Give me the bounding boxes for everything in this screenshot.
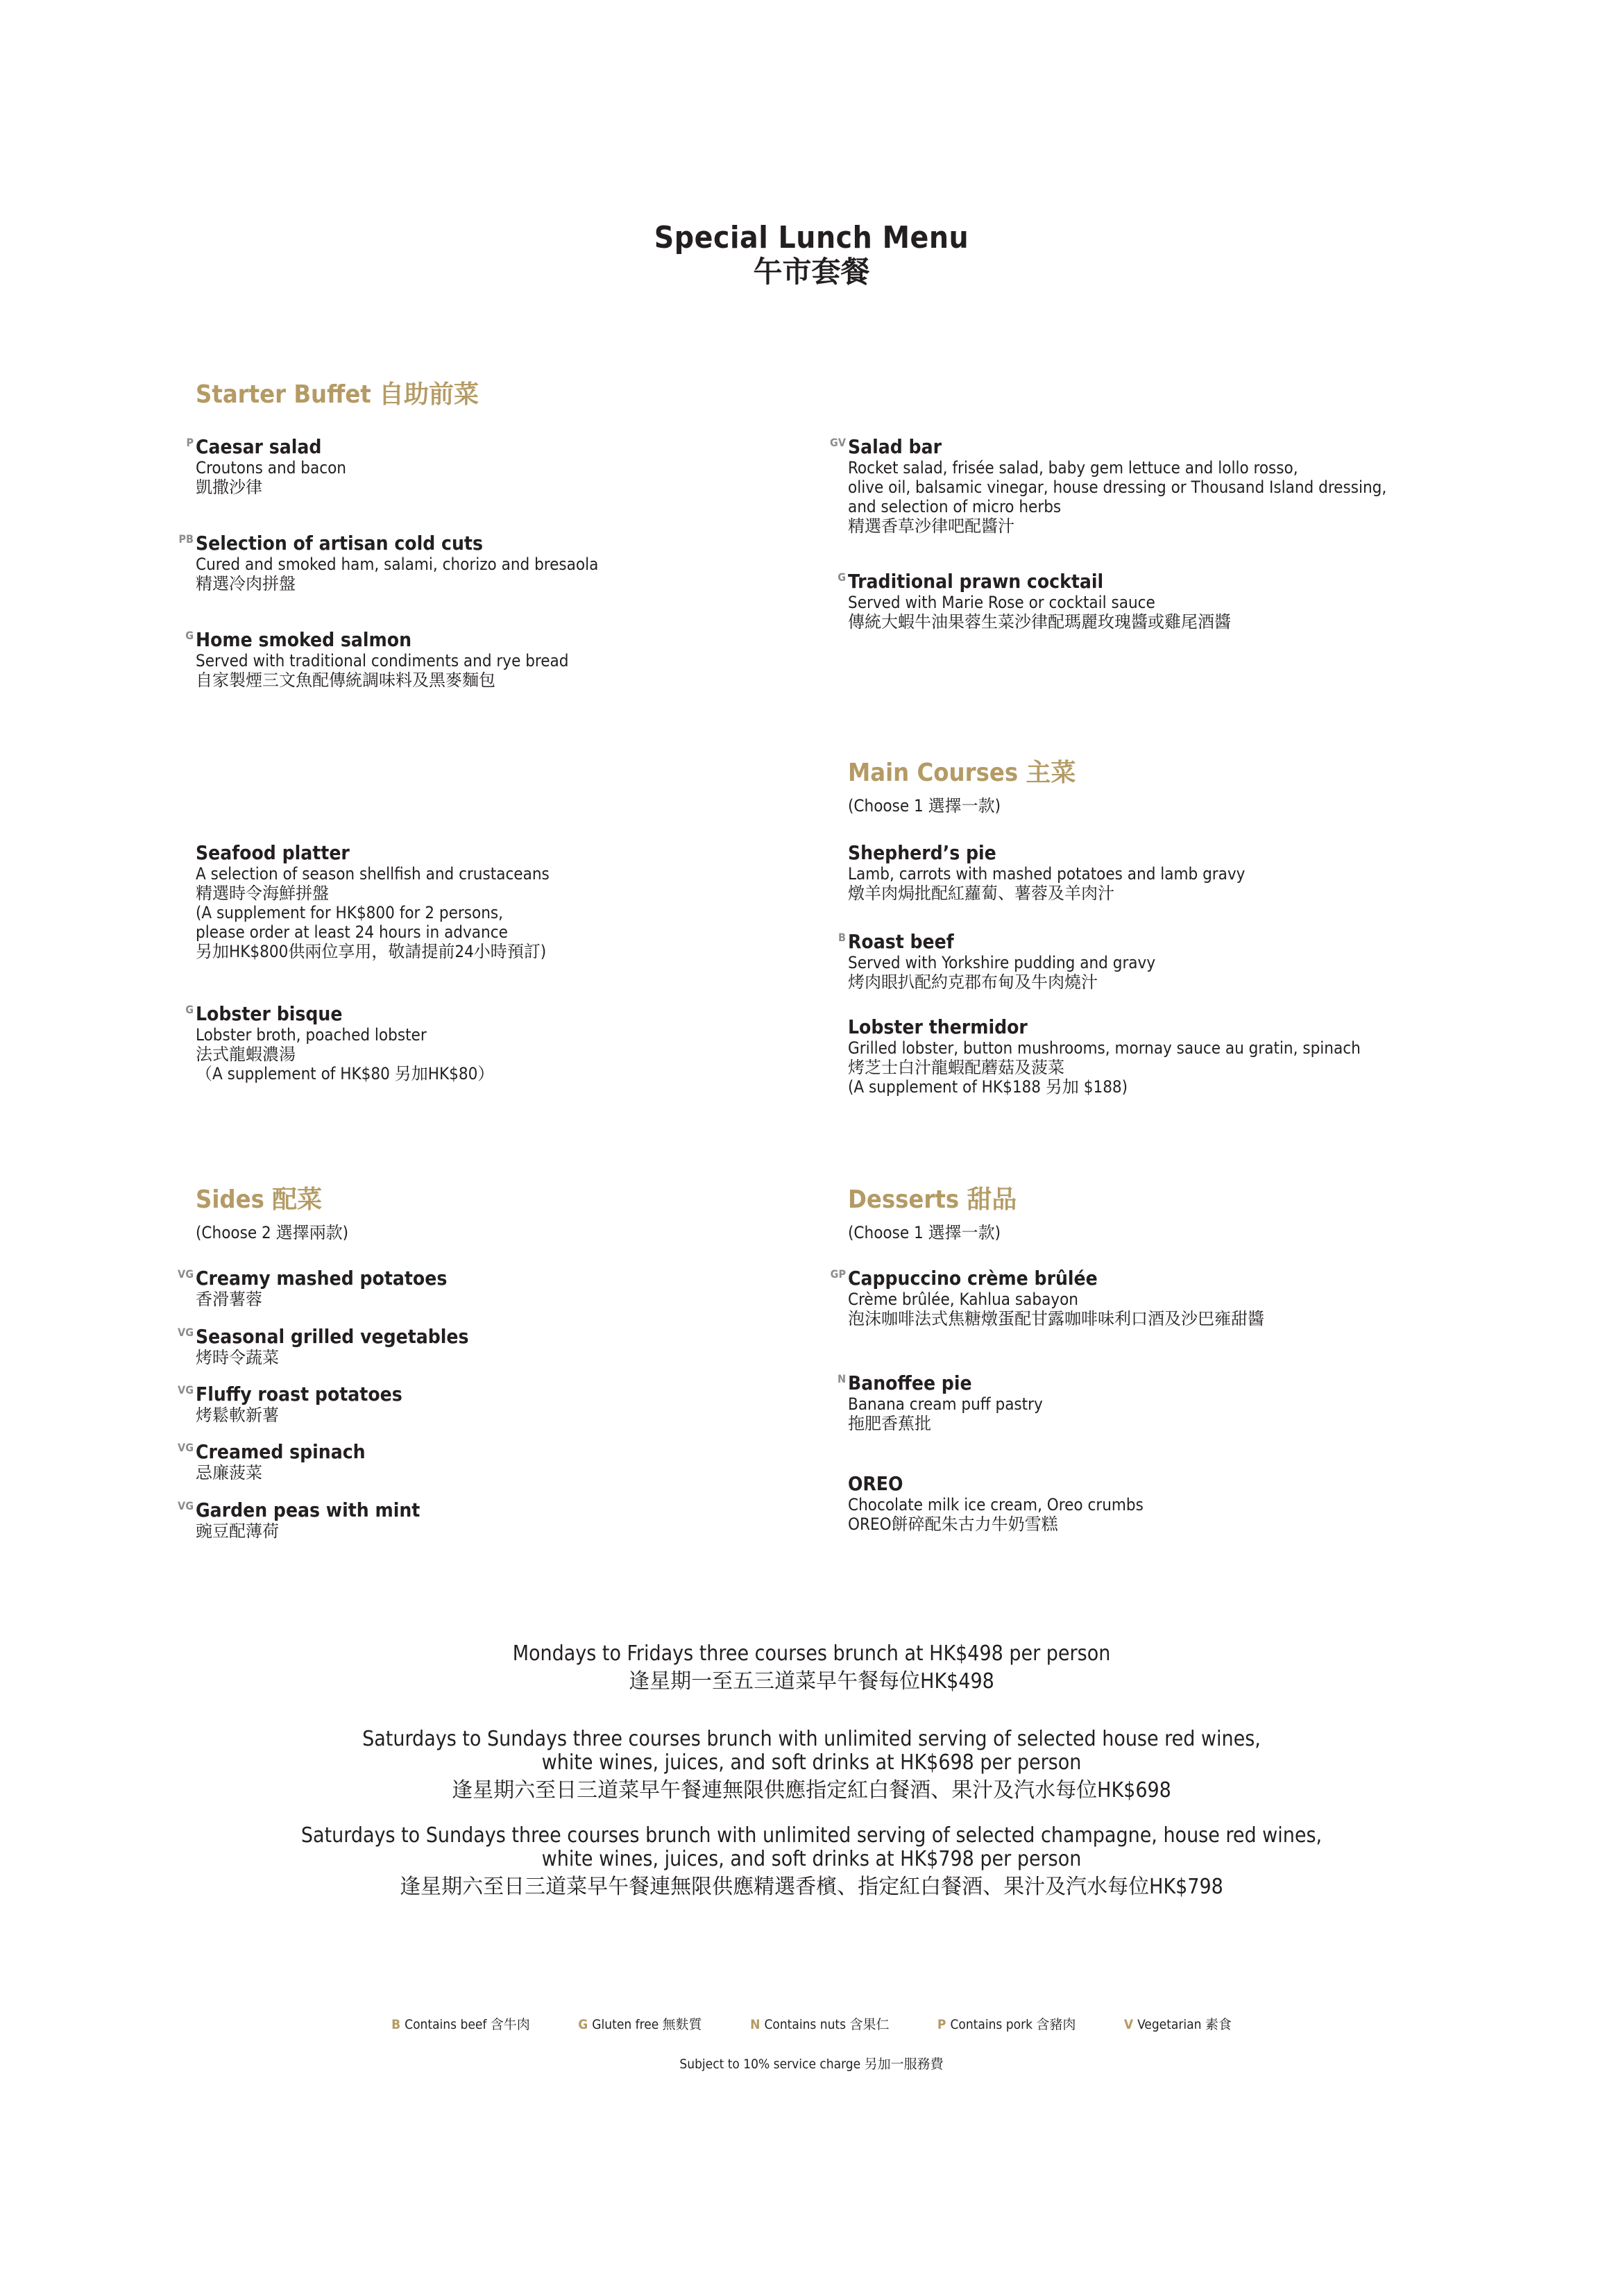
item-description: Crème brûlée, Kahlua sabayon 泡沫咖啡法式焦糖燉蛋配甘露咖啡味利口酒及沙巴雍甜醬 [848, 1290, 1264, 1328]
legend-text: Contains pork 含豬肉 [950, 2017, 1076, 2032]
menu-item-seafood-platter [196, 842, 876, 961]
menu-title-block [0, 221, 1623, 289]
item-name: Seafood platter [196, 841, 350, 864]
legend-code: P [937, 2017, 946, 2032]
legend-item-gluten-free [578, 2016, 702, 2033]
legend-code: G [578, 2017, 588, 2032]
pricing-en: Saturdays to Sundays three courses brunch with unlimited serving of selected house red wines, white wines, juices, and soft drinks at HK$698 per person [362, 1727, 1261, 1775]
dietary-tag: VG [178, 1499, 194, 1512]
dietary-tag: P [186, 436, 194, 449]
menu-item-cold-cuts [178, 532, 876, 593]
service-charge-note: Subject to 10% service charge 另加一服務費 [679, 2057, 944, 2072]
dietary-tag: G [185, 1003, 194, 1016]
dietary-legend [0, 2016, 1623, 2033]
menu-item-mashed-potatoes [178, 1267, 876, 1309]
item-name: Garden peas with mint [196, 1499, 420, 1521]
item-name: Creamed spinach [196, 1440, 366, 1463]
page-subtitle: 午市套餐 [753, 255, 870, 289]
menu-item-oreo [848, 1473, 1528, 1534]
pricing-zh: 逢星期六至日三道菜早午餐連無限供應指定紅白餐酒、果汁及汽水每位HK$698 [452, 1778, 1171, 1803]
dietary-tag: VG [178, 1267, 194, 1281]
starter-heading: Starter Buffet 自助前菜 [196, 380, 479, 409]
item-description: 烤時令蔬菜 [196, 1348, 279, 1367]
dietary-tag: B [838, 931, 846, 944]
legend-item-beef [391, 2016, 530, 2033]
item-name: Fluffy roast potatoes [196, 1383, 402, 1406]
menu-item-caesar-salad [186, 435, 876, 497]
item-description: 豌豆配薄荷 [196, 1521, 279, 1541]
pricing-en: Mondays to Fridays three courses brunch at HK$498 per person [512, 1641, 1111, 1666]
menu-item-lobster-bisque [185, 1002, 876, 1083]
item-name: Selection of artisan cold cuts [196, 532, 483, 555]
legend-text: Contains nuts 含果仁 [764, 2017, 890, 2032]
dietary-tag: VG [178, 1383, 194, 1396]
sides-choose-note: (Choose 2 選擇兩款) [196, 1223, 349, 1242]
menu-item-salad-bar [830, 435, 1528, 536]
item-description: Served with traditional condiments and rye bread 自家製煙三文魚配傳統調味料及黑麥麵包 [196, 651, 569, 690]
item-name: Lobster bisque [196, 1002, 343, 1025]
menu-item-prawn-cocktail [838, 570, 1528, 632]
item-name: OREO [848, 1472, 903, 1495]
pricing-weekend-698 [0, 1728, 1623, 1804]
menu-item-smoked-salmon [185, 628, 876, 690]
item-description: Croutons and bacon 凱撒沙律 [196, 458, 346, 497]
menu-item-creamed-spinach [178, 1440, 876, 1483]
item-description: Rocket salad, frisée salad, baby gem lettuce and lollo rosso, olive oil, balsamic vinegar, house dressing or Thousand Island dressing, and selection of micro herbs 精選香草沙律吧配醬汁 [848, 458, 1387, 536]
dietary-tag: VG [178, 1441, 194, 1454]
mains-choose-note: (Choose 1 選擇一款) [848, 796, 1001, 816]
item-name: Traditional prawn cocktail [848, 570, 1104, 593]
item-description: Chocolate milk ice cream, Oreo crumbs OREO餅碎配朱古力牛奶雪糕 [848, 1495, 1144, 1534]
menu-item-roast-beef [838, 930, 1528, 992]
legend-item-vegetarian [1124, 2016, 1232, 2033]
menu-item-creme-brulee [830, 1267, 1528, 1328]
legend-code: V [1123, 2017, 1134, 2032]
dietary-tag: GP [830, 1267, 846, 1281]
dietary-tag: GV [830, 436, 846, 449]
mains-heading: Main Courses 主菜 [848, 759, 1076, 787]
item-name: Cappuccino crème brûlée [848, 1267, 1098, 1290]
item-description: Grilled lobster, button mushrooms, mornay sauce au gratin, spinach 烤芝士白汁龍蝦配蘑菇及菠菜 (A supplement of HK$188 另加 $188) [848, 1038, 1361, 1097]
dietary-tag: N [837, 1372, 846, 1385]
item-name: Banoffee pie [848, 1371, 972, 1394]
pricing-zh: 逢星期一至五三道菜早午餐每位HK$498 [629, 1669, 994, 1694]
dietary-tag: VG [178, 1326, 194, 1339]
item-description: 香滑薯蓉 [196, 1290, 262, 1309]
pricing-weekday [0, 1642, 1623, 1695]
legend-text: Gluten free 無麩質 [592, 2017, 702, 2032]
menu-item-grilled-vegetables [178, 1325, 876, 1367]
menu-item-lobster-thermidor [848, 1016, 1528, 1097]
pricing-en: Saturdays to Sundays three courses brunch with unlimited serving of selected champagne, house red wines, white wines, juices, and soft drinks at HK$798 per person [300, 1823, 1323, 1871]
item-description: Lamb, carrots with mashed potatoes and lamb gravy 燉羊肉焗批配紅蘿蔔、薯蓉及羊肉汁 [848, 864, 1246, 903]
menu-item-banoffee-pie [837, 1371, 1528, 1433]
item-name: Home smoked salmon [196, 628, 412, 651]
menu-item-garden-peas [178, 1499, 876, 1541]
dietary-tag: G [185, 629, 194, 642]
desserts-heading: Desserts 甜品 [848, 1185, 1017, 1214]
legend-text: Contains beef 含牛肉 [405, 2017, 530, 2032]
item-name: Caesar salad [196, 435, 322, 458]
sides-heading: Sides 配菜 [196, 1185, 323, 1214]
item-description: Served with Marie Rose or cocktail sauce 傳統大蝦牛油果蓉生菜沙律配瑪麗玫瑰醬或雞尾酒醬 [848, 593, 1231, 632]
desserts-choose-note: (Choose 1 選擇一款) [848, 1223, 1001, 1242]
item-name: Seasonal grilled vegetables [196, 1325, 469, 1348]
item-name: Shepherd’s pie [848, 841, 996, 864]
item-name: Creamy mashed potatoes [196, 1267, 448, 1290]
item-description: 忌廉菠菜 [196, 1463, 262, 1483]
item-description: Served with Yorkshire pudding and gravy 烤肉眼扒配約克郡布甸及牛肉燒汁 [848, 953, 1156, 992]
item-description: Lobster broth, poached lobster 法式龍蝦濃湯 （A supplement of HK$80 另加HK$80） [196, 1025, 495, 1083]
legend-item-pork [937, 2016, 1076, 2033]
pricing-weekend-798 [0, 1824, 1623, 1900]
item-description: Banana cream puff pastry 拖肥香蕉批 [848, 1394, 1043, 1433]
item-name: Roast beef [848, 930, 954, 953]
dietary-tag: G [838, 571, 846, 584]
item-description: A selection of season shellfish and crustaceans 精選時令海鮮拼盤 (A supplement for HK$800 for 2 persons, please order at least 24 hours in advance 另加HK$800供兩位享用，敬請提前24小時預訂) [196, 864, 550, 961]
item-name: Lobster thermidor [848, 1015, 1028, 1038]
menu-item-roast-potatoes [178, 1383, 876, 1425]
dietary-tag: PB [178, 532, 194, 546]
legend-text: Vegetarian 素食 [1137, 2017, 1232, 2032]
legend-code: N [750, 2017, 760, 2032]
pricing-zh: 逢星期六至日三道菜早午餐連無限供應精選香檳、指定紅白餐酒、果汁及汽水每位HK$798 [400, 1875, 1223, 1899]
page-title: Special Lunch Menu [654, 220, 969, 255]
legend-item-nuts [750, 2016, 889, 2033]
item-name: Salad bar [848, 435, 942, 458]
item-description: Cured and smoked ham, salami, chorizo and bresaola 精選冷肉拼盤 [196, 555, 599, 593]
item-description: 烤鬆軟新薯 [196, 1406, 279, 1425]
menu-item-shepherds-pie [848, 842, 1528, 903]
legend-code: B [391, 2017, 401, 2032]
